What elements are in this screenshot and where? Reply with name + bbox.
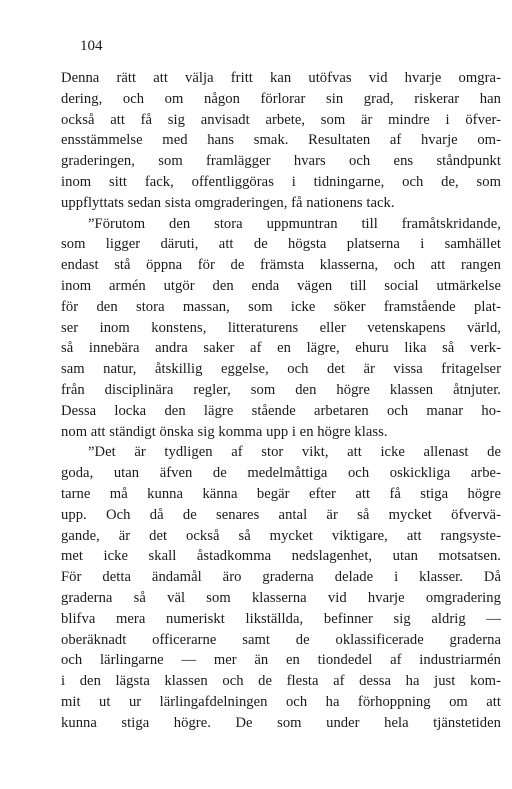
text-line: [61, 234, 501, 255]
text-line: [61, 484, 501, 505]
text-line-content: från disciplinära regler, som den högre klassen åtnjuter.: [61, 381, 501, 398]
text-line: [61, 276, 501, 297]
text-line: [61, 671, 501, 692]
text-line: [61, 68, 501, 89]
text-line-content: också att få sig anvisadt arbete, som är mindre i öfver-: [61, 111, 501, 128]
text-line-content: dering, och om någon förlorar sin grad, riskerar han: [61, 90, 501, 107]
text-line: [61, 89, 501, 110]
text-line: [61, 442, 501, 463]
text-line-content: för den stora massan, som icke söker framstående plat-: [61, 298, 501, 315]
text-line-content: upp. Och då de senares antal är så mycket öfvervä-: [61, 506, 501, 523]
text-line-content: För detta ändamål äro graderna delade i klasser. Då: [61, 569, 501, 586]
text-line: [61, 380, 501, 401]
text-line: [61, 567, 501, 588]
text-line: [61, 151, 501, 172]
text-line-content: och lärlingarne — mer än en tiondedel af industriarmén: [61, 652, 501, 669]
body-text: [61, 68, 501, 734]
text-line: [61, 130, 501, 151]
text-line-content: Denna rätt att välja fritt kan utöfvas vid hvarje omgra-: [61, 70, 501, 86]
text-line-content: ensstämmelse med hans smak. Resultaten af hvarje om-: [61, 132, 501, 149]
text-line-content: mit ut ur lärlingafdelningen och ha förhoppning om att: [61, 693, 501, 710]
text-line-content: sam natur, åtskillig eggelse, och det är vissa fritagelser: [61, 361, 501, 378]
text-line: [61, 546, 501, 567]
text-line: [61, 713, 501, 734]
text-line: [61, 110, 501, 131]
text-line-content: inom sitt fack, offentliggöras i tidningarne, och de, som: [61, 173, 501, 190]
text-line: [61, 588, 501, 609]
text-line-content: Dessa locka den lägre stående arbetaren och manar ho-: [61, 402, 501, 419]
text-line: [61, 297, 501, 318]
text-line: [61, 630, 501, 651]
text-line-content: blifva mera numeriskt likställda, befinner sig aldrig —: [61, 610, 501, 627]
text-line-content: ser inom konstens, litteraturens eller vetenskapens värld,: [61, 319, 501, 336]
text-line: [61, 338, 501, 359]
text-line-content: oberäknadt officerarne samt de oklassificerade graderna: [61, 631, 501, 648]
text-line: [61, 172, 501, 193]
text-line: [61, 401, 501, 422]
text-line-content: kunna stiga högre. De som under hela tjänstetiden: [61, 714, 501, 731]
text-line-content: i den lägsta klassen och de flesta af dessa ha just kom-: [61, 673, 501, 690]
text-line: [61, 463, 501, 484]
text-line: [61, 193, 501, 214]
text-line: [61, 255, 501, 276]
text-line: [61, 505, 501, 526]
text-line: [61, 359, 501, 380]
text-line: [61, 214, 501, 235]
text-line-content: tarne må kunna känna begär efter att få stiga högre: [61, 485, 501, 502]
text-line: [61, 318, 501, 339]
text-line-content: nom att ständigt önska sig komma upp i en högre klass.: [61, 423, 388, 440]
text-line-content: som ligger däruti, att de högsta platserna i samhället: [61, 236, 501, 253]
text-line-content: met icke skall åstadkomma nedslagenhet, utan motsatsen.: [61, 548, 501, 565]
text-line-content: uppflyttats sedan sista omgraderingen, få nationens tack.: [61, 194, 395, 211]
text-line-content: graderna så väl som klasserna vid hvarje omgradering: [61, 589, 501, 606]
text-line-content: ”Det är tydligen af stor vikt, att icke allenast de: [88, 444, 501, 461]
text-line: [61, 609, 501, 630]
text-line-content: endast stå öppna för de främsta klasserna, och att rangen: [61, 257, 501, 274]
text-line: [61, 650, 501, 671]
text-line-content: ”Förutom den stora uppmuntran till framåtskridande,: [88, 215, 501, 232]
text-line-content: gande, är det också så mycket viktigare, att rangsyste-: [61, 527, 501, 544]
page-number: 104: [80, 38, 103, 54]
text-line-content: graderingen, som framlägger hvars och ens ståndpunkt: [61, 153, 501, 170]
text-line-content: så innebära andra saker af en lägre, ehuru lika så verk-: [61, 340, 501, 357]
text-line: [61, 692, 501, 713]
text-line-content: goda, utan äfven de medelmåttiga och oskickliga arbe-: [61, 465, 501, 482]
text-line: [61, 526, 501, 547]
text-line: [61, 422, 501, 443]
text-line-content: inom armén utgör den enda vägen till social utmärkelse: [61, 277, 501, 294]
